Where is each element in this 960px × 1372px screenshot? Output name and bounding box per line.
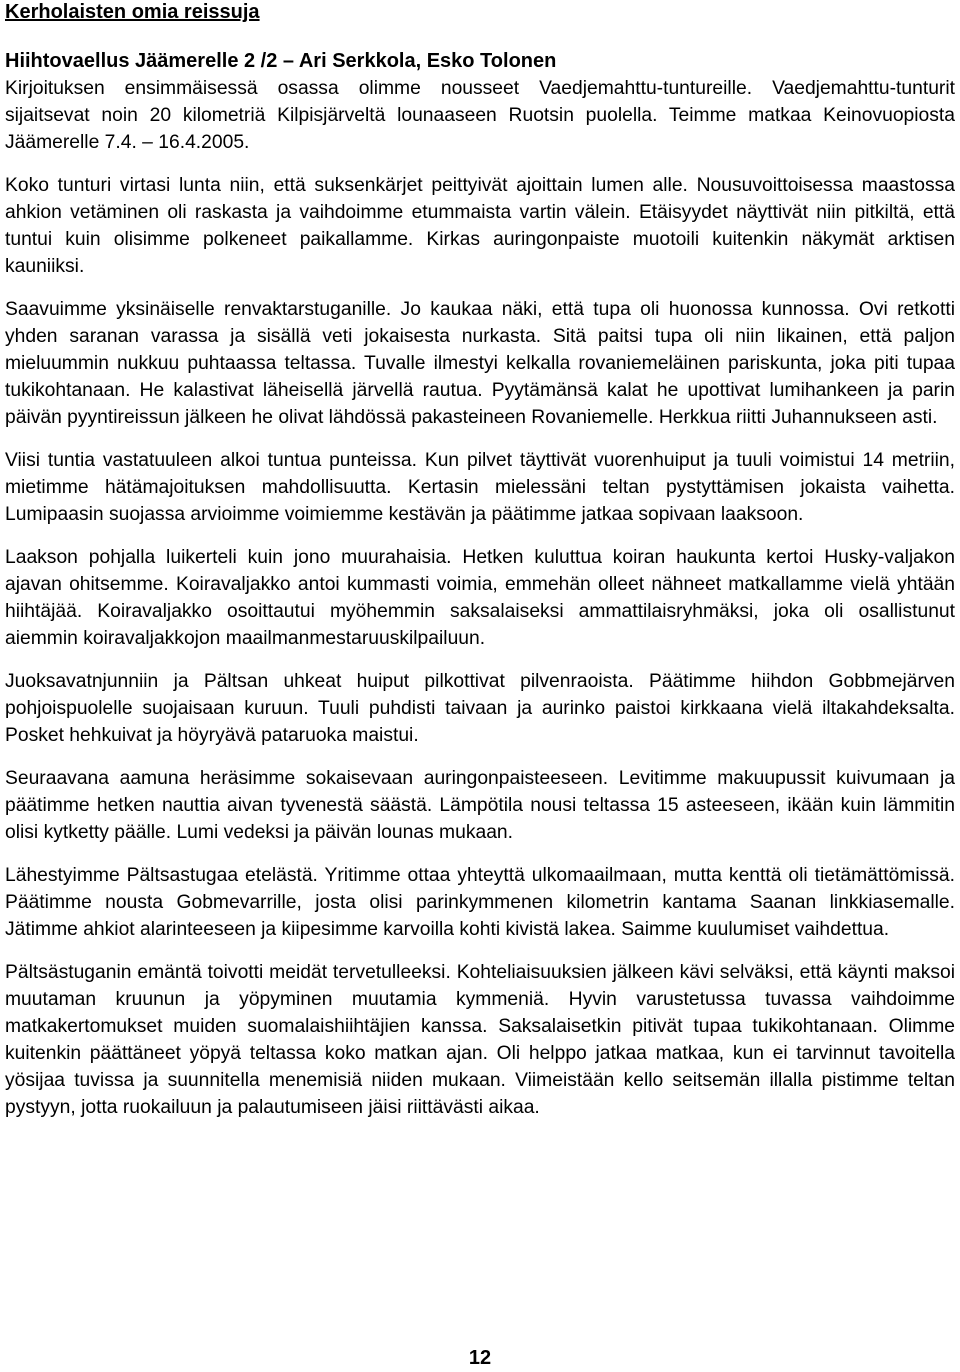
paragraph-2: Koko tunturi virtasi lunta niin, että suksenkärjet peittyivät ajoittain lumen alle. Nousuvoittoisessa maastossa ahkion vetäminen oli raskasta ja vaihdoimme etummaista vartin välein. Etäisyydet näyttivät niin pitkiltä, että tuntui kuin olisimme polkeneet paikallamme. Kirkas auringonpaiste muotoili kuitenkin näkymät arktisen kauniiksi. — [5, 175, 955, 277]
article-title: Hiihtovaellus Jäämerelle 2 /2 – Ari Serkkola, Esko Tolonen — [5, 50, 557, 72]
paragraph-6: Juoksavatnjunniin ja Pältsan uhkeat huiput pilkottivat pilvenraoista. Päätimme hiihdon Gobbmejärven pohjoispuolelle suojaisaan kuruun. Tuuli puhdisti taivaan ja aurinko paistoi kirkkaana vielä iltakahdeksalta. Posket hehkuivat ja höyryävä pataruoka maistui. — [5, 671, 955, 746]
paragraph-4: Viisi tuntia vastatuuleen alkoi tuntua punteissa. Kun pilvet täyttivät vuorenhuiput ja tuuli voimistui 14 metriin, mietimme hätämajoituksen mahdollisuutta. Kertasin mielessäni teltan pystyttämisen jokaista vaihetta. Lumipaasin suojassa arvioimme voimiemme kestävän ja päätimme jatkaa sopivaan laaksoon. — [5, 450, 955, 525]
paragraph-5: Laakson pohjalla luikerteli kuin jono muurahaisia. Hetken kuluttua koiran haukunta kertoi Husky-valjakon ajavan ohitsemme. Koiravaljakko antoi kummasti voimia, emmehän olleet nähneet matkallamme vielä yhtään hiihtäjää. Koiravaljakko osoittautui myöhemmin saksalaiseksi ammattilaisryhmäksi, joka oli osallistunut aiemmin koiravaljakkojon maailmanmestaruuskilpailuun. — [5, 547, 955, 649]
paragraph-1: Kirjoituksen ensimmäisessä osassa olimme nousseet Vaedjemahttu-tuntureille. Vaedjemahttu-tunturit sijaitsevat noin 20 kilometriä Kilpisjärveltä lounaaseen Ruotsin puolella. Teimme matkaa Keinovuopiosta Jäämerelle 7.4. – 16.4.2005. — [5, 78, 955, 153]
page-number: 12 — [468, 1347, 492, 1369]
paragraph-3: Saavuimme yksinäiselle renvaktarstuganille. Jo kaukaa näki, että tupa oli huonossa kunnossa. Ovi retkotti yhden saranan varassa ja sisällä veti jokaisesta nurkasta. Sitä paitsi tupa oli niin likainen, että paljon mieluummin nukkuu puhtaassa teltassa. Tuvalle ilmestyi kelkalla rovaniemeläinen pariskunta, joka piti tupaa tukikohtanaan. He kalastivat läheisellä järvellä rautua. Pyytämänsä kalat he upottivat lumihankeen ja parin päivän pyyntireissun jälkeen he olivat lähdössä pakasteineen Rovaniemelle. Herkkua riitti Juhannukseen asti. — [5, 299, 955, 428]
paragraph-7: Seuraavana aamuna heräsimme sokaisevaan auringonpaisteeseen. Levitimme makuupussit kuivumaan ja päätimme hetken nauttia aivan tyvenestä säästä. Lämpötila nousi teltassa 15 asteeseen, ikään kuin lämmitin olisi kytketty päälle. Lumi vedeksi ja päivän lounas mukaan. — [5, 768, 955, 843]
document-page — [5, 0, 955, 1137]
paragraph-9: Pältsästuganin emäntä toivotti meidät tervetulleeksi. Kohteliaisuuksien jälkeen kävi selväksi, että käynti maksoi muutaman kruunun ja yöpyminen muutamia kymmeniä. Hyvin varustetussa tuvassa vaihdoimme matkakertomukset muiden suomalaishiihtäjien kanssa. Saksalaisetkin pitivät tupaa tukikohtanaan. Olimme kuitenkin päättäneet yöpyä teltassa koko matkan ajan. Oli helppo jatkaa matkaa, kun ei tarvinnut tavoitella yösijaa tuvissa ja suunnitella menemisiä niiden mukaan. Viimeistään kello seitsemän illalla pistimme teltan pystyyn, jotta ruokailuun ja palautumiseen jäisi riittävästi aikaa. — [5, 962, 955, 1118]
paragraph-8: Lähestyimme Pältsastugaa etelästä. Yritimme ottaa yhteyttä ulkomaailmaan, mutta kenttä oli tietämättömissä. Päätimme nousta Gobmevarrille, josta olisi parinkymmenen kilometrin kantama Saanan linkkiasemalle. Jätimme ahkiot alarinteeseen ja kiipesimme karvoilla kohti kivistä lakea. Saimme kuulumiset vaihdettua. — [5, 865, 955, 940]
section-title: Kerholaisten omia reissuja — [5, 1, 260, 23]
